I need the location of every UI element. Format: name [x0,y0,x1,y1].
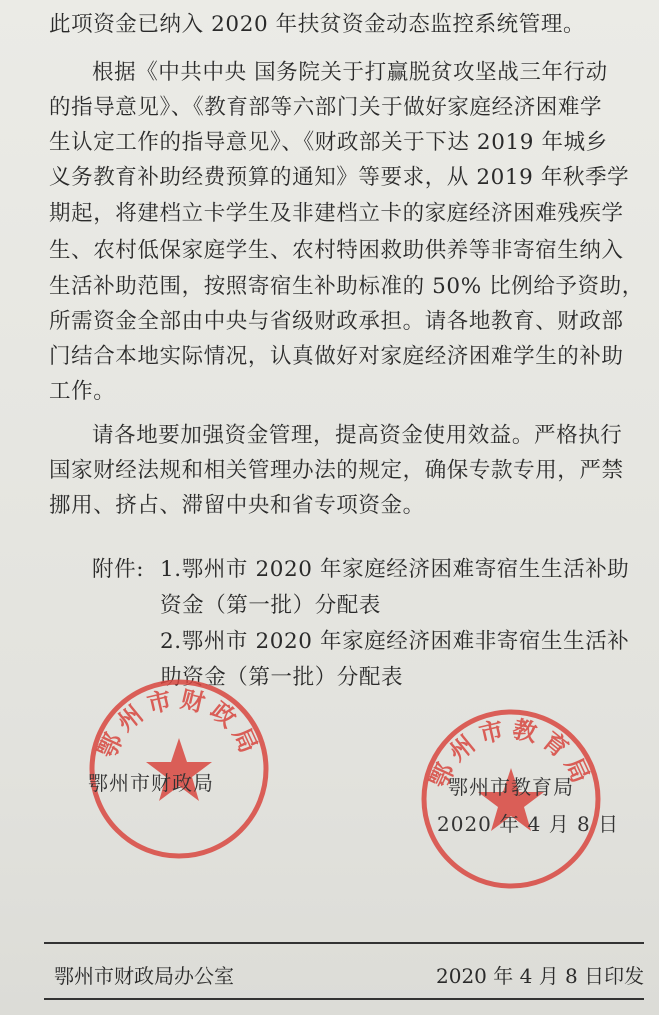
footer-divider-bottom [44,998,644,1000]
finance-bureau-signature: 鄂州市财政局 [88,771,214,795]
signature-date: 2020 年 4 月 8 日 [437,812,620,836]
attachment-item: 资金（第一批）分配表 [160,593,382,618]
seal-text: 鄂州市财政局 [92,684,266,763]
body-line: 期起，将建档立卡学生及非建档立卡的家庭经济困难残疾学 [49,201,624,226]
education-bureau-signature: 鄂州市教育局 [448,775,574,799]
body-line: 国家财经法规和相关管理办法的规定，确保专款专用，严禁 [49,458,624,483]
body-line: 根据《中共中央 国务院关于打赢脱贫攻坚战三年行动 [92,60,608,85]
body-line: 此项资金已纳入 2020 年扶贫资金动态监控系统管理。 [49,12,586,37]
attachment-item: 2.鄂州市 2020 年家庭经济困难非寄宿生生活补 [160,629,630,654]
body-line: 的指导意见》、《教育部等六部门关于做好家庭经济困难学 [49,95,603,120]
footer-issue-date: 2020 年 4 月 8 日印发 [436,964,645,988]
attachment-item: 1.鄂州市 2020 年家庭经济困难寄宿生生活补助 [160,557,630,582]
body-line: 生、农村低保家庭学生、农村特困救助供养等非寄宿生纳入 [49,238,624,263]
footer-divider-top [44,942,644,944]
body-line: 工作。 [49,379,116,404]
body-line: 挪用、挤占、滞留中央和省专项资金。 [49,493,425,518]
attachment-label: 附件: [92,557,145,582]
attachment-item: 助资金（第一批）分配表 [160,665,404,690]
footer-office: 鄂州市财政局办公室 [54,964,234,988]
body-line: 义务教育补助经费预算的通知》等要求，从 2019 年秋季学 [49,165,630,190]
body-line: 生认定工作的指导意见》、《财政部关于下达 2019 年城乡 [49,130,608,155]
body-line: 所需资金全部由中央与省级财政承担。请各地教育、财政部 [49,309,624,334]
body-line: 生活补助范围，按照寄宿生补助标准的 50% 比例给予资助， [49,274,644,299]
body-line: 门结合本地实际情况，认真做好对家庭经济困难学生的补助 [49,344,624,369]
body-line: 请各地要加强资金管理，提高资金使用效益。严格执行 [92,423,623,448]
seal-text: 鄂州市教育局 [424,714,598,793]
